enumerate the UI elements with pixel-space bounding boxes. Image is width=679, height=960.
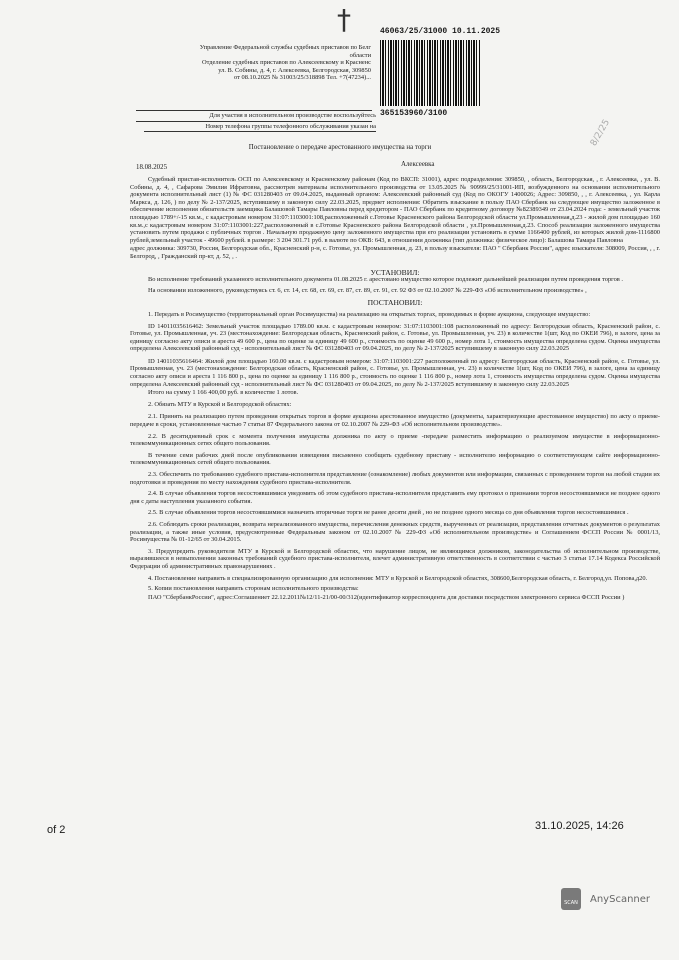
ustanovil-paragraph-2: На основании изложенного, руководствуясь ст. 6, ст. 14, ст. 68, ст. 69, ст. 87, ст. 89, ст. 91, ст. 92 ФЗ от 02.10.2007 № 229-ФЗ «Об исполнительном производстве» , (148, 286, 587, 294)
page-counter: of 2 (47, 824, 66, 836)
document-barcode (380, 40, 480, 106)
clause-5-recipient: ПАО "СбербанкРоссии", адрес:Соглашениет 22.12.2011№12/11-21/00-00/312(идентификатор корреспондента для доставки посредством электронного сервиса ФССП России ) (148, 593, 625, 601)
print-timestamp: 31.10.2025, 14:26 (535, 820, 624, 832)
postanovil-heading: ПОСТАНОВИЛ: (367, 298, 423, 308)
property-item-1: ID 14011035616462: Земельный участок площадью 1789.00 кв.м. с кадастровым номером: 31:07:1103001:108 расположенный по адресу: Белгородская область, Красненский район, с. Готовье, ул. Промышленная, уч. 23 (местонахождение: Белгородская область, Красненский район, с. Готовье, ул. Промышленная, уч. 23) в количестве 1(шт, Код по ОКЕИ 796), в залоге, цена за единицу согласно акту описи и ареста 49 600 р., цена по оценке за единицу 49 600 р., стоимость по оценке 49 600 р., номер лота 1, стоимость имущества определена судом. Оценка имущества определена Алексеевский районный суд - исполнительный лист № ФС 031280403 от 09.04.2025, по делу № 2-137/2025 вступившему в законную силу 22.03.2025 (130, 322, 660, 353)
clause-4: 4. Постановление направить в специализированную организацию для исполнения: МТУ в Курской и Белгородской областях, 308600,Белгородская область, г. Белгород,ул. Попова,д20. (148, 574, 648, 582)
header-org-line: Отделение судебных приставов по Алексеевскому и Красненс (201, 59, 371, 67)
ustanovil-paragraph-1: Во исполнение требований указанного исполнительного документа 01.08.2025 г. арестовано имущество которое подлежит дальнейшей реализации путем проведения торгов . (148, 276, 624, 284)
header-participation-line: Для участия в исполнительном производстве воспользуйтесь (209, 112, 376, 119)
intro-tail-paragraph: адрес должника: 309730, Россия, Белгородская обл., Красненский р-н, с. Готовье, ул. Промышленная, д. 23, в пользу взыскателя: ПАО " Сбербанк России", адрес взыскателя: 308009, Россия, , , г. Белгород, , Гражданский пр-кт, д. 52, , . (130, 245, 660, 260)
scan-app-icon (561, 888, 581, 910)
header-org-line: ул. В. Собины, д. 4, г. Алексеевка, Белгородская, 309850 (218, 66, 371, 74)
lots-total: Итого на сумму 1 166 400,00 руб. в количестве 1 лотов. (148, 389, 299, 397)
header-org-line: области (349, 51, 371, 59)
scan-badge-label: SCAN (564, 900, 578, 906)
clause-2-1: 2.1. Принять на реализацию путем проведения открытых торгов в форме аукциона арестованное имущество (документы, характеризующие арестованное имущество) по акту о приеме-передаче в сроки, установленные частью 7 статьи 87 Федерального закона от 02.10.2007 № 229-ФЗ «Об исполнительном производстве». (130, 413, 660, 429)
barcode-top-text: 46063/25/31000 10.11.2025 (380, 27, 501, 36)
scanner-app-name: AnyScanner (590, 894, 651, 905)
property-item-2: ID 14011035616464: Жилой дом площадью 160.00 кв.м. с кадастровым номером: 31:07:1103001:227 расположенный по адресу: Белгородская область, Красненский район, с. Готовье, ул. Промышленная, уч. 23 (местонахождение: Белгородская область, Красненский район, с. Готовье, ул. Промышленная, уч. 23) в количестве 1(шт, Код по ОКЕИ 796), в залоге, цена за единицу согласно акту описи и ареста 1 116 800 р., цена по оценке за единицу 1 116 800 р., стоимость по оценке 1 116 800 р., номер лота 1, стоимость имущества определена судом. Оценка имущества определена Алексеевский районный суд - исполнительный лист № ФС 031280403 от 09.04.2025, по делу № 2-137/2025 вступившему в законную силу 22.03.2025 (130, 357, 660, 388)
clause-2-2: 2.2. В десятидневный срок с момента получения имущества должника по акту о приеме -передаче разместить информацию о реализуемом имуществе в информационно-телекоммуникационных сетях общего пользования. (130, 432, 660, 448)
clause-2-3: 2.3. Обеспечить по требованию судебного пристава-исполнителя представление (ознакомление) любых документов или информации, связанных с проведением торгов на любой стадии их подготовки и проведения по месту нахождения судебного пристава-исполнителя. (130, 471, 660, 486)
document-date: 18.08.2025 (136, 164, 168, 171)
clause-5: 5. Копии постановления направить сторонам исполнительного производства: (148, 585, 359, 593)
clause-2-4: 2.4. В случае объявления торгов несостоявшимися уведомить об этом судебного пристава-исполнителя представить ему протокол о признании торгов несостоявшимися не позднее одного дня с даты наступления указанного события. (130, 490, 660, 505)
header-org-line: Управление Федеральной службы судебных приставов по Белг (199, 44, 371, 51)
header-org-line: от 08.10.2025 № 31003/25/318898 Тел. +7(47234)... (234, 74, 371, 82)
clause-3: 3. Предупредить руководителя МТУ в Курской и Белгородской областях, что нарушение лицом, не являющимся должником, законодательства об исполнительном производстве, выразившееся в невыполнении законных требований судебного пристава-исполнителя, влечет административную ответственность в соответствии с частью 3 статьи 17.14 Кодекса Российской Федерации об административных правонарушениях . (130, 547, 660, 570)
handwritten-note: 8/2/25 (588, 117, 613, 149)
header-org-block (113, 44, 371, 82)
postanovil-paragraph-2: 2. Обязать МТУ в Курской и Белгородской областях: (148, 400, 292, 408)
document-title: Постановление о передаче арестованного имущества на торги (248, 144, 432, 151)
clause-2-6: 2.6. Соблюдать сроки реализации, возврата нереализованного имущества, перечисления денежных средств, вырученных от реализации, представления отчетных документов о результатах реализации, а также иные условия, предусмотренные Федеральным законом от 02.10.2007 № 229-ФЗ «Об исполнительном производстве» и Соглашением ФССП России № 0001/13, Росимущества № 01-12/65 от 30.04.2015. (130, 520, 660, 544)
postanovil-paragraph-1: 1. Передать в Росимущество (территориальный орган Росимущества) на реализацию на открытых торгах, проводимых в форме аукциона, следующее имущество: (148, 310, 591, 318)
clause-2-5: 2.5. В случае объявления торгов несостоявшимися назначить вторичные торги не ранее десяти дней , но не позднее одного месяца со дня объявления торгов несостоявшимися . (148, 509, 629, 517)
handwritten-cross-mark: † (337, 3, 351, 36)
intro-paragraph: Судебный пристав-исполнитель ОСП по Алексеевскому и Красненскому районам (Код по ВКСП: 31001), адрес подразделения: 309850, , область, Белгородская, , г. Алексеевка, , ул. В. Собины, д. 4, , Сафарова Эмилия Ифратовна, рассмотрев материалы исполнительного производства от 13.05.2025 № 90999/25/31001-ИП, возбужденного на основании исполнительного документа исполнительный лист (1) № ФС 031280403 от 09.04.2025, выданный органом: Алексеевский районный суд (Код по ОКОГУ 1400026; Адрес: 309850, , , г. Алексеевка, , ул. Карла Маркса, д. 126, ) по делу № 2-137/2025, вступившему в законную силу 22.03.2025, предмет исполнения: Обратить взыскание в пользу ПАО Сбербанк на следующее имущество заложенное в обеспечение исполнения обязательств заемщика Балашовой Тамары Павловны перед кредитором - ПАО Сбербанк по кредитному договору №82389349 от 23.04.2024 года: - земельный участок площадью 1789+/-15 кв.м., с кадастровым номером 31:07:1103001:108,расположенный с.Готовье Красненского района Белгородской области ул.Промышленная,д.23 - жилой дом площадью 160 кв.м.,с кадастровым номером 31:07:1103001:227,расположенный в с.Готовье Красненского района Белгородской области , ул.Промышленная,д.23. Способ реализации заложенного имущества установить путем продажи с публичных торгов . Начальную продажную цену заложенного имущества при его реализации установить в сумме 1166400 рублей, из которых жилой дом-1116800 рублей,земельный участок - 49600 рублей. в размере: 3 204 301.71 руб. в валюте по ОКВ: 643, в отношении должника (тип должника: физическое лицо): Балашова Тамара Павловна (130, 176, 660, 244)
ustanovil-heading: УСТАНОВИЛ: (370, 267, 420, 277)
document-place: Алексеевка (401, 161, 435, 168)
header-phone-line: Номер телефона группы телефонного обслуживания указан на (205, 123, 376, 130)
barcode-bottom-text: 365153960/3100 (380, 109, 448, 118)
clause-2-2-notice: В течение семи рабочих дней после опубликования извещения письменно сообщить судебному приставу - исполнителю информацию о соответствующем сайте информационно-телекоммуникационных сетей общего пользования. (130, 451, 660, 467)
document-body (130, 176, 660, 601)
